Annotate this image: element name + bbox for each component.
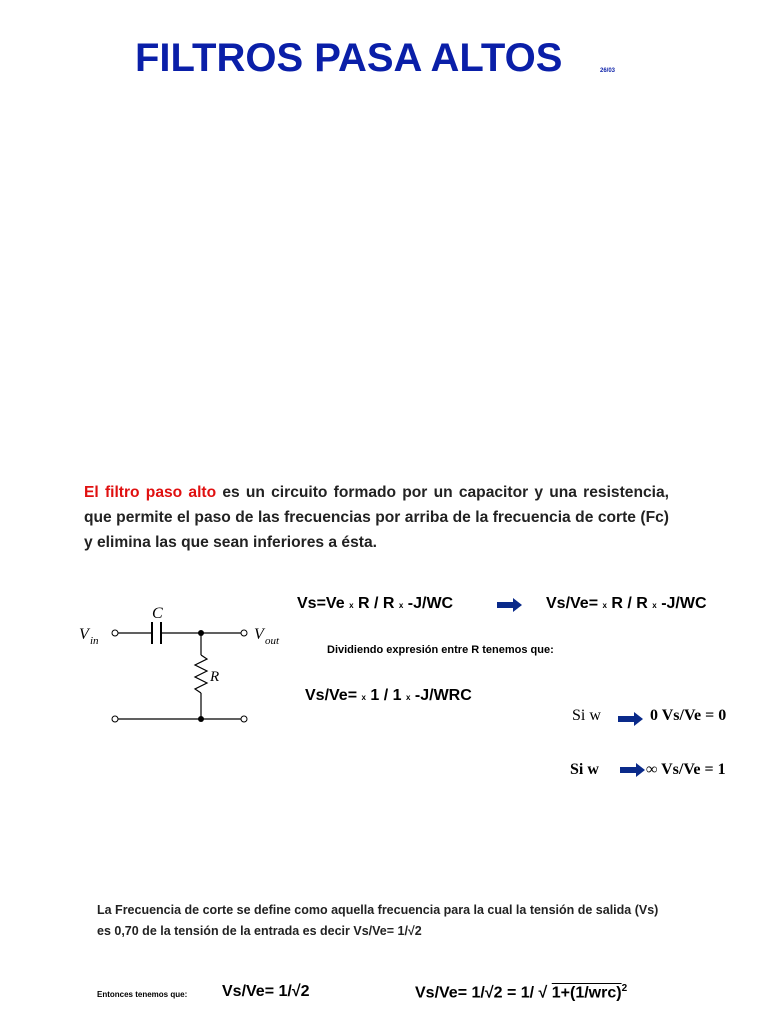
dividing-note: Dividiendo expresión entre R tenemos que:: [327, 644, 554, 656]
eq1-mid: R / R: [353, 595, 399, 612]
junction-node-bottom: [198, 716, 204, 722]
eq-b-prefix: Vs/Ve= 1/√2 = 1/ √: [415, 984, 552, 1002]
eq2-x2: x: [652, 601, 657, 610]
eq2-x1: x: [602, 601, 607, 610]
page-title: FILTROS PASA ALTOS: [135, 36, 563, 80]
case2-result: ∞ Vs/Ve = 1: [646, 761, 726, 778]
eq2-left: Vs/Ve=: [546, 595, 599, 612]
vin-terminal: [112, 630, 118, 636]
vout-subscript: out: [265, 635, 280, 647]
eq3-x2: x: [405, 693, 411, 702]
date-tag: 26/03: [600, 68, 616, 74]
ground-terminal-left: [112, 716, 118, 722]
ground-terminal-right: [241, 716, 247, 722]
cutoff-definition: La Frecuencia de corte se define como aquella frecuencia para la cual la tensión de salida (Vs) es 0,70 de la tensión de la entrada es decir Vs/Ve= 1/√2: [97, 903, 659, 938]
intro-text: es un circuito formado por un capacitor y una resistencia, que permite el paso de las frecuencias por arriba de la frecuencia de corte (Fc) y elimina las que sean inferiores a ésta.: [84, 484, 669, 551]
case2-si-w: Si w: [570, 761, 599, 778]
equation-vs: [297, 595, 453, 613]
bottom-note: Entonces tenemos que:: [97, 990, 188, 999]
eq3-end: -J/WRC: [414, 687, 472, 704]
eq3-x1: x: [361, 693, 366, 702]
eq-b-radicand: 1+(1/wrc): [551, 984, 622, 1002]
vin-label: V: [79, 626, 89, 643]
equation-vs-ve-wrc: [305, 687, 472, 705]
vout-terminal: [241, 630, 247, 636]
case1-si-w: Si w: [572, 707, 601, 724]
bottom-equation-b: [415, 983, 627, 1002]
resistor-zigzag: [195, 655, 207, 693]
eq1-x1: x: [349, 601, 354, 610]
eq3-mid: 1 / 1: [365, 687, 406, 704]
eq2-end: -J/WC: [661, 595, 707, 612]
eq1-x2: x: [398, 601, 404, 610]
right-arrow-icon: [497, 597, 523, 613]
eq3-left: Vs/Ve=: [305, 687, 358, 704]
intro-highlight: El filtro paso alto: [84, 484, 217, 501]
high-pass-circuit-diagram: [70, 595, 290, 730]
right-arrow-icon: [620, 762, 646, 778]
vout-label: V: [254, 626, 264, 643]
right-arrow-icon: [618, 711, 644, 727]
eq2-mid: R / R: [606, 595, 653, 612]
eq1-end: -J/WC: [407, 595, 454, 612]
capacitor-label: C: [152, 605, 163, 622]
case1-result: 0 Vs/Ve = 0: [650, 707, 727, 724]
resistor-label: R: [210, 669, 220, 685]
eq1-left: Vs=Ve: [297, 595, 345, 612]
eq-b-exponent: 2: [621, 983, 628, 994]
equation-vs-ve: [546, 595, 707, 613]
bottom-equation-a: Vs/Ve= 1/√2: [222, 983, 310, 1000]
intro-paragraph: [84, 480, 669, 555]
vin-subscript: in: [90, 635, 99, 647]
